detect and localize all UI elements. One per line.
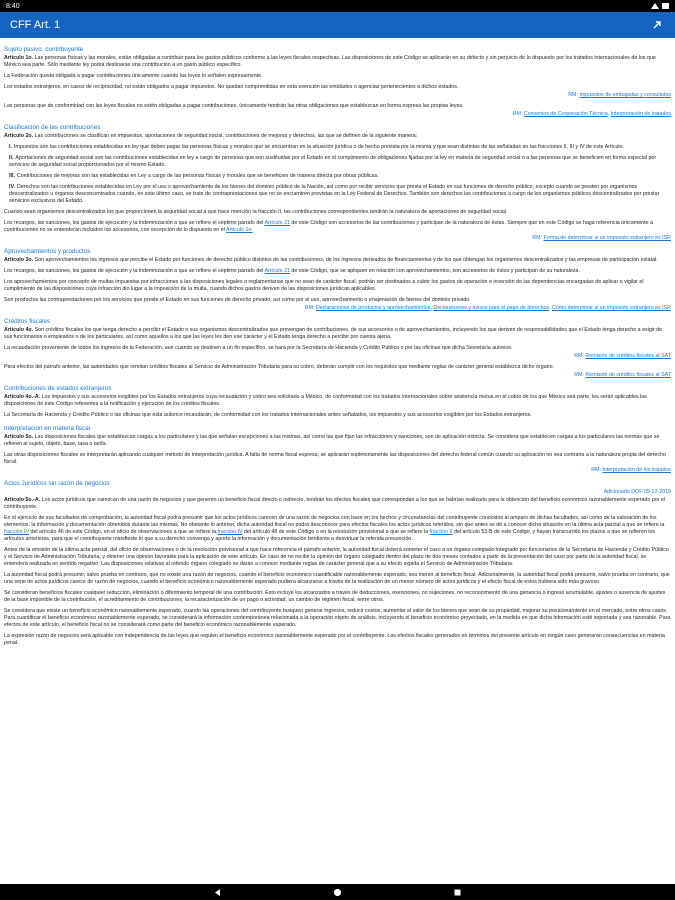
paragraph-text: En el ejercicio de sus facultades de comprobación, la autoridad fiscal podrá presumir que los actos jurídicos carecen de una razón de negocios con base en los hechos y circunstancias del contribuyente conocidos al amparo de dichas facultades, así como de la valoración de los elementos, la información y documentación obtenidos durante las mismas. No obstante lo anterior, dicha autoridad fiscal no podrá desconocer para efectos fiscales los actos jurídicos referidos, sin que antes se dé a conocer dicha situación en la última acta parcial a que se refiere la bbox=[4, 515, 665, 528]
paragraph bbox=[4, 434, 671, 448]
article-number: Artículo 1o. bbox=[4, 55, 34, 61]
reference-link[interactable]: Remisión de créditos fiscales al SAT bbox=[585, 372, 671, 378]
ref-label: RM: bbox=[574, 372, 586, 378]
paragraph-text: Las contribuciones se clasifican en impuestos, aportaciones de seguridad social, contribuciones de mejoras y derechos, las que se definen de la siguiente manera: bbox=[33, 133, 418, 139]
paragraph-text: de este Código, que se apliquen en relación con aprovechamientos, son accesorios de éstos y participan de su naturaleza. bbox=[289, 268, 580, 274]
paragraph-text: Son productos las contraprestaciones por los servicios que preste el Estado en sus funciones de derecho privado, así como por el uso, aprovechamiento o enajenación de bienes del dominio privado. bbox=[4, 297, 471, 303]
section-heading: Sujeto pasivo. contribuyente bbox=[4, 46, 84, 53]
section-heading: Interpretación en materia fiscal bbox=[4, 425, 91, 432]
reference-link[interactable]: Declaraciones y avisos para el pago de derechos bbox=[433, 305, 550, 311]
paragraph bbox=[4, 220, 671, 234]
list-item-text: Aportaciones de seguridad social son las contribuciones establecidas en ley a cargo de personas que son sustituidas por el Estado en el cumplimiento de obligaciones fijadas por la ley en materia de seguridad social o a las personas que se beneficien en forma especial por servicios de seguridad social proporcionados por el mismo Estado. bbox=[9, 155, 657, 168]
inline-link[interactable]: Artículo 1o. bbox=[226, 227, 253, 233]
paragraph bbox=[4, 268, 671, 275]
status-icons bbox=[651, 3, 669, 9]
article-number: Artículo 5o. bbox=[4, 434, 34, 440]
paragraph bbox=[4, 590, 671, 604]
paragraph bbox=[4, 364, 671, 371]
list-item bbox=[9, 155, 671, 169]
paragraph-text: de este Código son accesorios de las contribuciones y participan de la naturaleza de éstas. Siempre que en este Código se haga referencia únicamente a contribuciones no se entenderán incluidos los accesorios, con excepción de lo dispuesto en el bbox=[4, 220, 653, 233]
list-item bbox=[9, 144, 671, 151]
battery-icon bbox=[662, 3, 669, 9]
paragraph bbox=[4, 327, 671, 341]
fraction-number: III. bbox=[9, 173, 15, 179]
paragraph bbox=[4, 297, 671, 304]
reference-link[interactable]: Forma de determinar si un impuesto extranjero es ISR bbox=[543, 235, 671, 241]
ref-label: RM: bbox=[512, 111, 524, 117]
paragraph bbox=[4, 394, 671, 408]
paragraph bbox=[4, 452, 671, 466]
reference-link[interactable]: Impuestos de embajadas y consulados bbox=[579, 92, 671, 98]
article-number: Artículo 4o. bbox=[4, 327, 34, 333]
paragraph-text: Los recargos, las sanciones, los gastos de ejecución y la indemnización a que se refiere el séptimo párrafo del bbox=[4, 268, 265, 274]
paragraph bbox=[4, 279, 671, 293]
paragraph bbox=[4, 345, 671, 352]
reference-links bbox=[4, 353, 671, 360]
paragraph bbox=[4, 257, 671, 264]
reference-links bbox=[4, 92, 671, 99]
paragraph bbox=[4, 73, 671, 80]
ref-label: RM: bbox=[591, 467, 603, 473]
reference-links bbox=[4, 235, 671, 242]
article-number: Artículo 3o. bbox=[4, 257, 34, 263]
paragraph bbox=[4, 55, 671, 69]
reference-link[interactable]: Cómo determinar si un impuesto extranjero es ISR bbox=[552, 305, 671, 311]
reference-links bbox=[4, 372, 671, 379]
inline-link[interactable]: fracción IV bbox=[4, 529, 30, 535]
paragraph-text: La recaudación proveniente de todos los ingresos de la Federación, aun cuando se destinen a un fin específico, se hará por la Secretaría de Hacienda y Crédito Público o por las oficinas que dicha Secretaría autorice. bbox=[4, 345, 513, 351]
ref-label: RM: bbox=[574, 353, 586, 359]
section-heading: Contribuciones de estados extranjeros bbox=[4, 385, 112, 392]
paragraph bbox=[4, 547, 671, 568]
reference-links: RM: Declaraciones de productos y aprovechamientos, Declaraciones y avisos para el pago de derechos, Cómo determinar si un impuesto extranjero es ISR bbox=[304, 305, 671, 311]
fraction-number: I. bbox=[9, 144, 12, 150]
section-heading: Actos Jurídicos sin razón de negocios bbox=[4, 480, 110, 487]
addendum-note: Adicionado DOF 09-12-2019 bbox=[603, 489, 671, 495]
paragraph-text: Los impuestos y sus accesorios exigibles por los Estados extranjeros cuya recaudación y cobro sea solicitado a México, de conformidad con los tratados internacionales sobre asistencia mutua en el cobro de los que México sea parte, les serán aplicables las disposiciones de este Código referentes a la notificación y ejecución de los créditos fiscales. bbox=[4, 394, 647, 407]
fraction-list bbox=[4, 144, 671, 205]
article-number: Artículo 2o. bbox=[4, 133, 34, 139]
paragraph bbox=[4, 497, 671, 511]
paragraph bbox=[4, 133, 671, 140]
article-number: Artículo 4o.-A. bbox=[4, 394, 41, 400]
section-heading: Créditos fiscales bbox=[4, 318, 51, 325]
paragraph bbox=[4, 103, 671, 110]
paragraph bbox=[4, 515, 671, 543]
navigation-bar bbox=[0, 884, 675, 900]
paragraph-text: Los estados extranjeros, en casos de reciprocidad, no están obligados a pagar impuestos. No quedan comprendidas en esta exención las entidades o agencias pertenecientes a dichos estados. bbox=[4, 84, 459, 90]
paragraph-text: Las disposiciones fiscales que establezcan cargas a los particulares y las que señalan excepciones a las mismas, así como las que fijan las infracciones y sanciones, son de aplicación estricta. Se considera que establecen cargas a los particulares las normas que se refieren al sujeto, objeto, base, tasa o tarifa. bbox=[4, 434, 660, 447]
paragraph bbox=[4, 608, 671, 629]
home-icon[interactable] bbox=[333, 887, 343, 897]
paragraph-text: Son aprovechamientos los ingresos que percibe el Estado por funciones de derecho público distintos de las contribuciones, de los ingresos derivados de financiamientos y de los que obtengan los organismos descentralizados y las empresas de participación estatal. bbox=[33, 257, 658, 263]
paragraph-text: del artículo 48 de este Código o en la resolución provisional a que se refiere la bbox=[242, 529, 430, 535]
list-item-text: Contribuciones de mejoras son las establecidas en Ley a cargo de las personas físicas y morales que se beneficien de manera directa por obras públicas. bbox=[16, 173, 379, 179]
paragraph bbox=[4, 633, 671, 647]
reference-links bbox=[4, 467, 671, 474]
paragraph-text: Las personas que de conformidad con las leyes fiscales no estén obligadas a pagar contribuciones, únicamente tendrán las otras obligaciones que establezcan en forma expresa las propias leyes. bbox=[4, 103, 464, 109]
inline-link[interactable]: Artículo 21 bbox=[264, 268, 290, 274]
ref-label: RM: bbox=[304, 305, 316, 311]
list-item-text: Derechos son las contribuciones establecidas en Ley por el uso o aprovechamiento de los bienes del dominio público de la Nación, así como por recibir servicios que presta el Estado en sus funciones de derecho público, excepto cuando se presten por organismos descentralizados u órganos desconcentrados cuando, en este último caso, se trate de contraprestaciones que no se encuentren previstas en la Ley Federal de Derechos. También son derechos las contribuciones a cargo de los organismos públicos descentralizados por prestar servicios exclusivos del Estado. bbox=[9, 184, 660, 204]
paragraph-text: del artículo 53-B de este Código, y hayan transcurrido los plazos a que se refieren los artículos anteriores, para que el contribuyente manifieste lo que a su derecho convenga y aporte la información y documentación tendiente a desvirtuar la referida presunción. bbox=[4, 529, 656, 542]
article-content bbox=[0, 38, 675, 884]
paragraph bbox=[4, 209, 671, 216]
recents-icon[interactable] bbox=[453, 887, 463, 897]
paragraph-text: Las otras disposiciones fiscales se interpretarán aplicando cualquier método de interpretación jurídica. A falta de norma fiscal expresa, se aplicarán supletoriamente las disposiciones del derecho federal común cuando su aplicación no sea contraria a la naturaleza propia del derecho fiscal. bbox=[4, 452, 666, 465]
paragraph-text: La Federación queda obligada a pagar contribuciones únicamente cuando las leyes lo señalen expresamente. bbox=[4, 73, 263, 79]
status-bar bbox=[0, 0, 675, 12]
article-number: Artículo 5o.-A. bbox=[4, 497, 41, 503]
fraction-number: II. bbox=[9, 155, 14, 161]
ref-label: RM: bbox=[568, 92, 580, 98]
paragraph-text: Se consideran beneficios fiscales cualquier reducción, eliminación o diferimiento temporal de una contribución. Esto incluye los alcanzados a través de deducciones, exenciones, no sujeciones, no reconocimiento de una ganancia o ingreso acumulable, ajustes o ausencia de ajustes de la base imponible de la contribución, el acreditamiento de contribuciones, la recaracterización de un pago o actividad, un cambio de régimen fiscal, entre otros. bbox=[4, 590, 666, 603]
paragraph-text: La expresión razón de negocios será aplicable con independencia de las leyes que regulen el beneficio económico razonablemente esperado por el contribuyente. Los efectos fiscales generados en términos del presente artículo en ningún caso generarán consecuencias en materia penal. bbox=[4, 633, 665, 646]
paragraph bbox=[4, 412, 671, 419]
paragraph-text: del artículo 46 de este Código, en el oficio de observaciones a que se refiere la bbox=[29, 529, 218, 535]
paragraph-text: Son créditos fiscales los que tenga derecho a percibir el Estado o sus organismos descentralizados que provengan de contribuciones, de sus accesorios o de aprovechamientos, incluyendo los que deriven de responsabilidades que el Estado tenga derecho a exigir de sus funcionarios o empleados o de los particulares, así como aquellos a los que las leyes les den ese carácter y el Estado tenga derecho a percibir por cuenta ajena. bbox=[4, 327, 663, 340]
paragraph bbox=[4, 572, 671, 586]
paragraph-text: Cuando sean organismos descentralizados los que proporcionen la seguridad social a que hace mención la fracción II, las contribuciones correspondientes tendrán la naturaleza de aportaciones de seguridad social. bbox=[4, 209, 508, 215]
app-title: CFF Art. 1 bbox=[10, 19, 61, 31]
paragraph-text: Las personas físicas y las morales, están obligadas a contribuir para los gastos públicos conforme a las leyes fiscales respectivas. Las disposiciones de este Código se aplicarán en su defecto y sin perjuicio de lo dispuesto por los tratados internacionales de los que México sea parte. Sólo mediante ley podrá destinarse una contribución a un gasto público específico. bbox=[4, 55, 656, 68]
paragraph bbox=[4, 84, 671, 91]
paragraph-text: Se considera que existe un beneficio económico razonablemente esperado, cuando las operaciones del contribuyente busquen generar ingresos, reducir costos, aumentar el valor de los bienes que sean de su propiedad, mejorar su posicionamiento en el mercado, entre otros casos. Para cuantificar el beneficio económico razonablemente esperado, se considerará la información contemporánea relacionada a la operación objeto de análisis, incluyendo el beneficio económico proyectado, en la medida en que dicha información esté soportada y sea razonable. Para efectos de este artículo, el beneficio fiscal no se considerará como parte del beneficio económico razonablemente esperado. bbox=[4, 608, 671, 628]
inline-link[interactable]: fracción II bbox=[429, 529, 453, 535]
app-bar bbox=[0, 12, 675, 38]
reference-link[interactable]: Interpretación de tratados bbox=[610, 111, 671, 117]
fraction-number: IV. bbox=[9, 184, 15, 190]
back-icon[interactable] bbox=[213, 887, 223, 897]
inline-link[interactable]: Artículo 21 bbox=[264, 220, 290, 226]
reference-link[interactable]: Declaraciones de productos y aprovechamientos bbox=[315, 305, 431, 311]
reference-links: RM: Convenios de Cooperación Técnica, Interpretación de tratados bbox=[512, 111, 671, 117]
paragraph-text: Para efectos del párrafo anterior, las autoridades que remitan créditos fiscales al Servicio de Administración Tributaria para su cobro, deberán cumplir con los requisitos que mediante reglas de carácter general establezca dicho órgano. bbox=[4, 364, 554, 370]
wifi-icon bbox=[651, 3, 659, 9]
list-item-text: Impuestos son las contribuciones establecidas en ley que deben pagar las personas físicas y morales que se encuentran en la situación jurídica o de hecho prevista por la misma y que sean distintas de las señaladas en las fracciones II, III y IV de este Artículo. bbox=[13, 144, 625, 150]
ref-label: RM: bbox=[532, 235, 544, 241]
external-link-icon[interactable] bbox=[649, 17, 665, 33]
reference-link[interactable]: Interpretación de los tratados bbox=[602, 467, 671, 473]
paragraph-text: Los actos jurídicos que carezcan de una razón de negocios y que generen un beneficio fiscal directo o indirecto, tendrán los efectos fiscales que correspondan a los que se habrían realizado para la obtención del beneficio económico razonablemente esperado por el contribuyente. bbox=[4, 497, 666, 510]
reference-link[interactable]: Convenios de Cooperación Técnica bbox=[523, 111, 608, 117]
status-time: 8:40 bbox=[6, 2, 20, 10]
paragraph-text: Antes de la emisión de la última acta parcial, del oficio de observaciones o de la resolución provisional a que hace referencia el párrafo anterior, la autoridad fiscal deberá someter el caso a un órgano colegiado integrado por funcionarios de la Secretaría de Hacienda y Crédito Público y el Servicio de Administración Tributaria, y obtener una opinión favorable para la aplicación de este artículo. En caso de no recibir la opinión del órgano colegiado dentro del plazo de dos meses contados a partir de la presentación del caso por parte de la autoridad fiscal, se entenderá realizada en sentido negativo. Las disposiciones relativas al referido órgano colegiado se darán a conocer mediante reglas de carácter general que a su efecto expida el Servicio de Administración Tributaria. bbox=[4, 547, 669, 567]
paragraph-text: Los aprovechamientos por concepto de multas impuestas por infracciones a las disposiciones legales o reglamentarias que no sean de carácter fiscal, podrán ser destinados a cubrir los gastos de operación e inversión de las dependencias encargadas de aplicar o vigilar el cumplimiento de las disposiciones cuya infracción dio lugar a la imposición de la multa, cuando dichos gastos deriven de las disposiciones jurídicas aplicables. bbox=[4, 279, 644, 292]
paragraph-text: La Secretaría de Hacienda y Crédito Público o las oficinas que ésta autorice recaudarán, de conformidad con los tratados internacionales antes señalados, los impuestos y sus accesorios exigibles por los Estados extranjeros. bbox=[4, 412, 532, 418]
list-item bbox=[9, 173, 671, 180]
inline-link[interactable]: fracción IV bbox=[217, 529, 243, 535]
paragraph-text: La autoridad fiscal podrá presumir, salvo prueba en contrario, que no existe una razón de negocios, cuando el beneficio económico cuantificable razonablemente esperado, sea menor al beneficio fiscal. Adicionalmente, la autoridad fiscal podrá presumir, salvo prueba en contrario, que una serie de actos jurídicos carece de razón de negocios, cuando el beneficio económico razonablemente esperado pudiera alcanzarse a través de la realización de un menor número de actos jurídicos y el efecto fiscal de estos hubiera sido más gravoso. bbox=[4, 572, 670, 585]
reference-link[interactable]: Remisión de créditos fiscales al SAT bbox=[585, 353, 671, 359]
list-item bbox=[9, 184, 671, 205]
section-heading: Aprovechamientos y productos bbox=[4, 248, 91, 255]
paragraph-text: Los recargos, las sanciones, los gastos de ejecución y la indemnización a que se refiere el séptimo párrafo del bbox=[4, 220, 265, 226]
section-heading: Clasificación de las contribuciones bbox=[4, 124, 101, 131]
